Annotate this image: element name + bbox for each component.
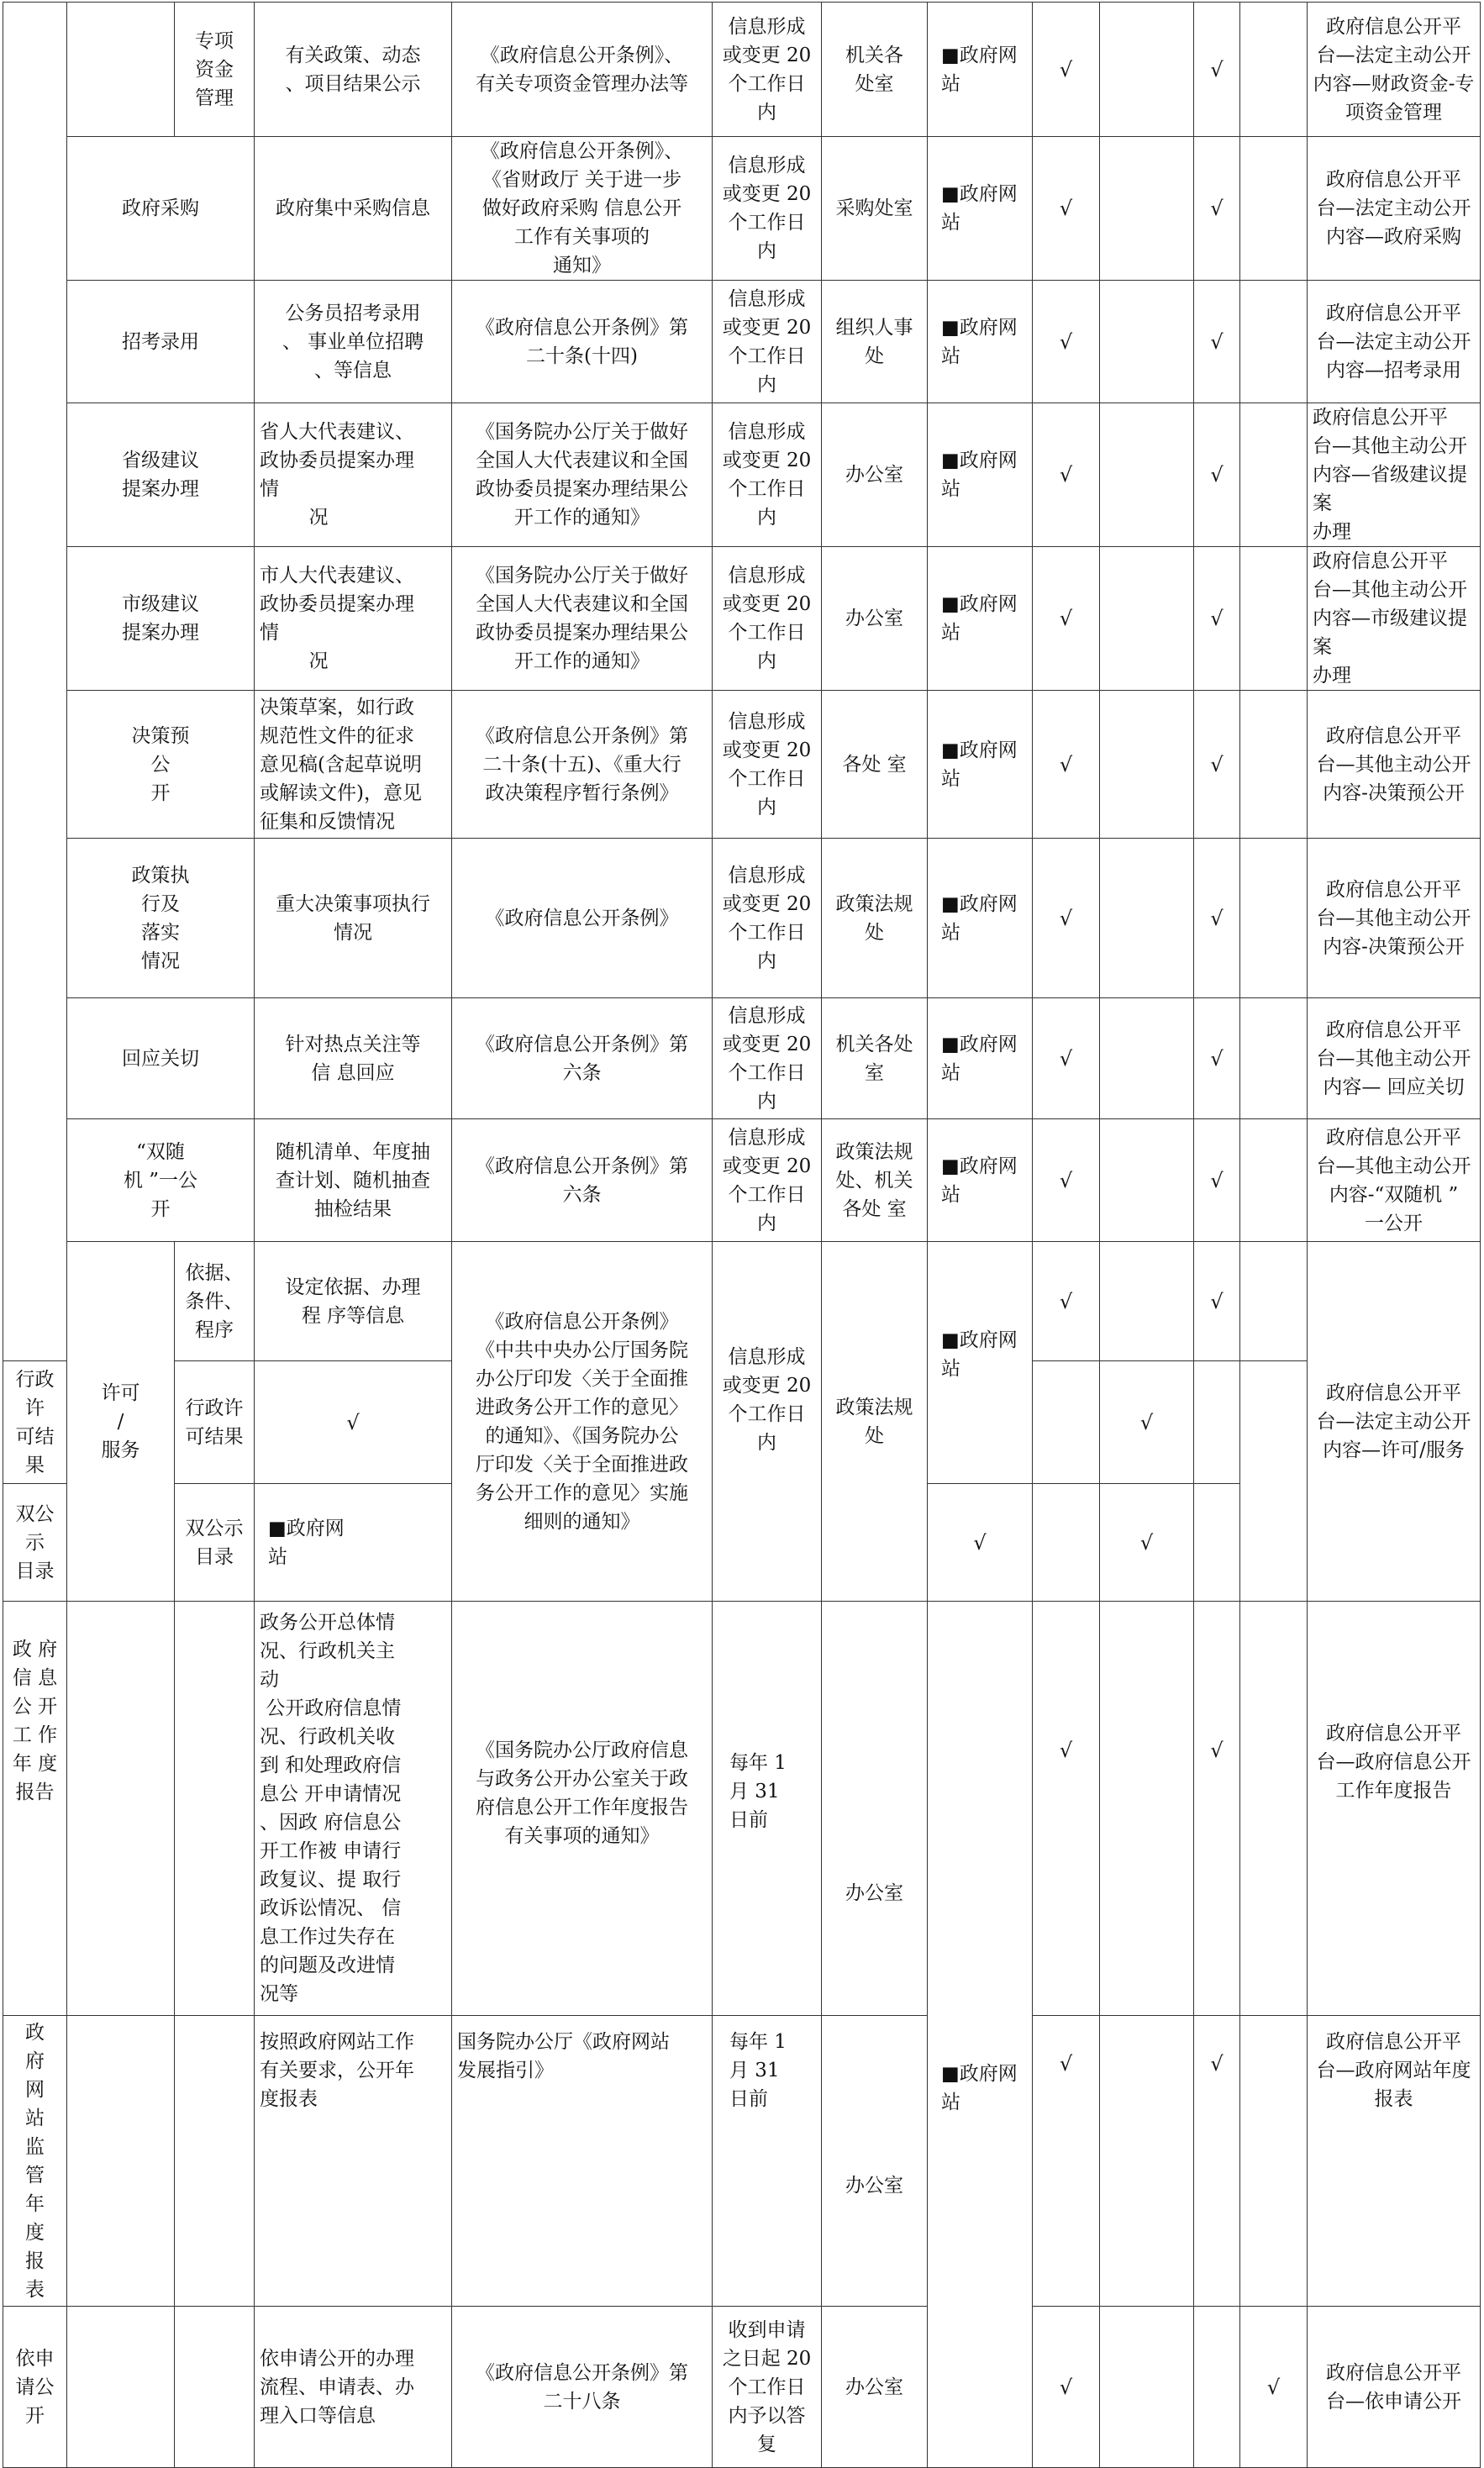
time-limit-cell: 信息形成 或变更 20 个工作日 内	[713, 547, 822, 691]
department-cell: 采购处室	[822, 137, 928, 281]
empty-cell	[1033, 1484, 1100, 1602]
channel-cell: ■政府网 站	[928, 1602, 1033, 2468]
empty-cell	[1240, 281, 1308, 403]
content-cell: 公务员招考录用 、 事业单位招聘 、等信息	[255, 281, 452, 403]
department-cell: 机关各处 室	[822, 998, 928, 1119]
time-limit-cell: 信息形成 或变更 20 个工作日 内	[713, 998, 822, 1119]
platform-cell: 政府信息公开平 台—法定主动公开 内容—许可/服务	[1308, 1242, 1481, 1602]
time-limit-cell: 信息形成 或变更 20 个工作日 内	[713, 691, 822, 839]
check-mark: √	[1194, 1242, 1240, 1361]
empty-cell	[1240, 403, 1308, 547]
platform-cell: 政府信息公开平 台—政府网站年度 报表	[1308, 2016, 1481, 2307]
category-cell: 依申 请公 开	[3, 2307, 67, 2468]
time-limit-cell: 信息形成 或变更 20 个工作日 内	[713, 403, 822, 547]
time-limit-cell: 每年 1 月 31 日前	[713, 2016, 822, 2307]
table-row	[3, 547, 1481, 691]
table-row	[3, 1242, 1481, 1361]
subcategory-cell: 双公示 目录	[3, 1484, 67, 1602]
content-cell: 针对热点关注等 信 息回应	[255, 998, 452, 1119]
content-cell: 设定依据、办理 程 序等信息	[255, 1242, 452, 1361]
category-cell: 许可 / 服务	[67, 1242, 175, 1602]
empty-cell	[175, 1602, 255, 2016]
department-cell: 组织人事 处	[822, 281, 928, 403]
check-mark: √	[1033, 1602, 1100, 2016]
empty-cell	[1100, 2016, 1194, 2307]
check-mark: √	[255, 1361, 452, 1484]
platform-cell: 政府信息公开平 台—法定主动公开 内容—财政资金-专 项资金管理	[1308, 3, 1481, 137]
category-cell: 省级建议 提案办理	[67, 403, 255, 547]
empty-cell	[1100, 403, 1194, 547]
channel-cell: ■政府网 站	[928, 3, 1033, 137]
platform-cell: 政府信息公开平 台—其他主动公开 内容—省级建议提案 办理	[1308, 403, 1481, 547]
basis-cell: 《政府信息公开条例》第 二十八条	[452, 2307, 713, 2468]
basis-cell: 《政府信息公开条例》、 有关专项资金管理办法等	[452, 3, 713, 137]
table-row	[3, 1119, 1481, 1242]
time-limit-cell: 信息形成 或变更 20 个工作日 内	[713, 137, 822, 281]
check-mark: √	[1194, 547, 1240, 691]
platform-cell: 政府信息公开平 台—其他主动公开 内容—市级建议提案 办理	[1308, 547, 1481, 691]
department-cell: 政策法规 处	[822, 839, 928, 998]
disclosure-table	[3, 2, 1481, 2468]
empty-cell	[175, 2307, 255, 2468]
empty-cell	[1240, 3, 1308, 137]
content-cell: 重大决策事项执行 情况	[255, 839, 452, 998]
empty-cell	[1100, 2307, 1194, 2468]
check-mark: √	[1033, 691, 1100, 839]
check-mark: √	[1033, 1119, 1100, 1242]
channel-cell: ■政府网 站	[928, 403, 1033, 547]
subcategory-cell: 行政许 可结果	[3, 1361, 67, 1484]
platform-cell: 政府信息公开平 台—其他主动公开 内容— 回应关切	[1308, 998, 1481, 1119]
table-row	[3, 2016, 1481, 2307]
check-mark: √	[1194, 691, 1240, 839]
subcategory-cell: 专项 资金 管理	[175, 3, 255, 137]
check-mark: √	[1033, 2016, 1100, 2307]
basis-cell: 《国务院办公厅政府信息 与政务公开办公室关于政 府信息公开工作年度报告 有关事项的通知》	[452, 1602, 713, 2016]
empty-cell	[1240, 839, 1308, 998]
empty-cell	[175, 2016, 255, 2307]
table-row	[3, 403, 1481, 547]
category-cell: 政 府 网 站 监 管 年 度 报 表	[3, 2016, 67, 2307]
content-cell: 按照政府网站工作 有关要求，公开年 度报表	[255, 2016, 452, 2307]
check-mark: √	[1194, 839, 1240, 998]
empty-cell	[1100, 137, 1194, 281]
content-cell: 行政许可结果	[175, 1361, 255, 1484]
department-cell: 办公室	[822, 547, 928, 691]
content-cell: 决策草案，如行政 规范性文件的征求 意见稿(含起草说明 或解读文件)，意见 征集和反馈情况	[255, 691, 452, 839]
empty-cell	[1100, 839, 1194, 998]
subcategory-cell: 依据、 条件、 程序	[175, 1242, 255, 1361]
check-mark: √	[928, 1484, 1033, 1602]
check-mark: √	[1194, 2016, 1240, 2307]
platform-cell: 政府信息公开平 台—政府信息公开 工作年度报告	[1308, 1602, 1481, 2016]
table-row	[3, 137, 1481, 281]
time-limit-cell: 信息形成 或变更 20 个工作日 内	[713, 3, 822, 137]
check-mark: √	[1194, 403, 1240, 547]
basis-cell: 《国务院办公厅关于做好 全国人大代表建议和全国 政协委员提案办理结果公 开工作的通知》	[452, 403, 713, 547]
empty-cell	[1100, 547, 1194, 691]
empty-cell	[1100, 1119, 1194, 1242]
category-cell: 回应关切	[67, 998, 255, 1119]
check-mark: √	[1100, 1361, 1194, 1484]
check-mark: √	[1033, 1242, 1100, 1361]
department-cell: 办公室	[822, 1602, 928, 2016]
empty-cell	[1240, 137, 1308, 281]
channel-cell: ■政府网 站	[928, 281, 1033, 403]
channel-cell: ■政府网 站	[255, 1484, 452, 1602]
channel-cell: ■政府网 站	[928, 1119, 1033, 1242]
empty-cell	[1240, 1242, 1308, 1361]
empty-cell	[1100, 691, 1194, 839]
channel-cell: ■政府网 站	[928, 998, 1033, 1119]
table-row	[3, 1602, 1481, 2016]
merged-category-cell	[3, 3, 67, 1361]
content-cell: 市人大代表建议、 政协委员提案办理 情 况	[255, 547, 452, 691]
category-cell: 招考录用	[67, 281, 255, 403]
check-mark: √	[1033, 403, 1100, 547]
category-cell	[67, 3, 175, 137]
check-mark: √	[1033, 137, 1100, 281]
basis-cell: 国务院办公厅《政府网站 发展指引》	[452, 2016, 713, 2307]
empty-cell	[1240, 998, 1308, 1119]
basis-cell: 《政府信息公开条例》、 《省财政厅 关于进一步 做好政府采购 信息公开 工作有关事项的 通知》	[452, 137, 713, 281]
empty-cell	[1100, 281, 1194, 403]
empty-cell	[1240, 691, 1308, 839]
empty-cell	[1194, 2307, 1240, 2468]
basis-cell: 《国务院办公厅关于做好 全国人大代表建议和全国 政协委员提案办理结果公 开工作的通知》	[452, 547, 713, 691]
platform-cell: 政府信息公开平 台—法定主动公开 内容—招考录用	[1308, 281, 1481, 403]
table-row	[3, 2307, 1481, 2468]
empty-cell	[1100, 3, 1194, 137]
department-cell: 办公室	[822, 403, 928, 547]
basis-cell: 《政府信息公开条例》第 六条	[452, 1119, 713, 1242]
category-cell: 政 府 信 息 公 开 工 作 年 度 报告	[3, 1602, 67, 2016]
department-cell: 办公室	[822, 2307, 928, 2468]
channel-cell: ■政府网 站	[928, 547, 1033, 691]
check-mark: √	[1194, 998, 1240, 1119]
content-cell: 政务公开总体情 况、行政机关主 动 公开政府信息情 况、行政机关收 到 和处理政府信 息公 开申请情况 、因政 府信息公 开工作被 申请行 政复议、提 取行 政诉讼情况、 信 息工作过失存在 的问题及改进情 况等	[255, 1602, 452, 2016]
platform-cell: 政府信息公开平 台—其他主动公开 内容-决策预公开	[1308, 691, 1481, 839]
channel-cell: ■政府网 站	[928, 691, 1033, 839]
category-cell: 决策预 公 开	[67, 691, 255, 839]
empty-cell	[1240, 1602, 1308, 2016]
platform-cell: 政府信息公开平 台—依申请公开	[1308, 2307, 1481, 2468]
content-cell: 有关政策、动态 、项目结果公示	[255, 3, 452, 137]
table-row	[3, 998, 1481, 1119]
channel-cell: ■政府网 站	[928, 137, 1033, 281]
platform-cell: 政府信息公开平 台—其他主动公开 内容-决策预公开	[1308, 839, 1481, 998]
time-limit-cell: 收到申请 之日起 20 个工作日 内予以答 复	[713, 2307, 822, 2468]
category-cell: 市级建议 提案办理	[67, 547, 255, 691]
basis-cell: 《政府信息公开条例》第 六条	[452, 998, 713, 1119]
empty-cell	[1100, 1242, 1194, 1361]
category-cell: 政府采购	[67, 137, 255, 281]
empty-cell	[1194, 1361, 1240, 1484]
check-mark: √	[1033, 998, 1100, 1119]
department-cell: 机关各 处室	[822, 3, 928, 137]
content-cell: 政府集中采购信息	[255, 137, 452, 281]
check-mark: √	[1100, 1484, 1194, 1602]
category-cell: “双随 机 ”一公 开	[67, 1119, 255, 1242]
content-cell: 双公示目录	[175, 1484, 255, 1602]
platform-cell: 政府信息公开平 台—其他主动公开 内容-“双随机 ” 一公开	[1308, 1119, 1481, 1242]
basis-cell: 《政府信息公开条例》	[452, 839, 713, 998]
department-cell: 政策法规 处	[822, 1242, 928, 1602]
check-mark: √	[1194, 137, 1240, 281]
content-cell: 依申请公开的办理 流程、申请表、办 理入口等信息	[255, 2307, 452, 2468]
check-mark: √	[1194, 281, 1240, 403]
table-row	[3, 839, 1481, 998]
time-limit-cell: 每年 1 月 31 日前	[713, 1602, 822, 2016]
empty-cell	[67, 2307, 175, 2468]
time-limit-cell: 信息形成 或变更 20 个工作日 内	[713, 1242, 822, 1602]
check-mark: √	[1240, 2307, 1308, 2468]
check-mark: √	[1033, 3, 1100, 137]
empty-cell	[1194, 1484, 1240, 1602]
empty-cell	[1240, 1119, 1308, 1242]
content-cell: 随机清单、年度抽 查计划、随机抽查 抽检结果	[255, 1119, 452, 1242]
category-cell: 政策执 行及 落实 情况	[67, 839, 255, 998]
empty-cell	[1100, 998, 1194, 1119]
empty-cell	[1240, 2016, 1308, 2307]
check-mark: √	[1033, 281, 1100, 403]
table-row	[3, 281, 1481, 403]
department-cell: 各处 室	[822, 691, 928, 839]
check-mark: √	[1194, 3, 1240, 137]
empty-cell	[1033, 1361, 1100, 1484]
empty-cell	[1240, 547, 1308, 691]
department-cell: 办公室	[822, 2016, 928, 2307]
basis-cell: 《政府信息公开条例》第 二十条(十五)、《重大行 政决策程序暂行条例》	[452, 691, 713, 839]
basis-cell: 《政府信息公开条例》第 二十条(十四)	[452, 281, 713, 403]
table-row	[3, 3, 1481, 137]
content-cell: 省人大代表建议、 政协委员提案办理 情 况	[255, 403, 452, 547]
check-mark: √	[1033, 839, 1100, 998]
check-mark: √	[1194, 1602, 1240, 2016]
time-limit-cell: 信息形成 或变更 20 个工作日 内	[713, 1119, 822, 1242]
check-mark: √	[1194, 1119, 1240, 1242]
basis-cell: 《政府信息公开条例》 《中共中央办公厅国务院 办公厅印发〈关于全面推 进政务公开工作的意见〉 的通知》、《国务院办公 厅印发〈关于全面推进政 务公开工作的意见〉实施 细则的通知》	[452, 1242, 713, 1602]
empty-cell	[1100, 1602, 1194, 2016]
check-mark: √	[1033, 547, 1100, 691]
channel-cell: ■政府网 站	[928, 1242, 1033, 1484]
check-mark: √	[1033, 2307, 1100, 2468]
department-cell: 政策法规 处、机关 各处 室	[822, 1119, 928, 1242]
table-row	[3, 691, 1481, 839]
platform-cell: 政府信息公开平 台—法定主动公开 内容—政府采购	[1308, 137, 1481, 281]
empty-cell	[67, 1602, 175, 2016]
empty-cell	[67, 2016, 175, 2307]
time-limit-cell: 信息形成 或变更 20 个工作日 内	[713, 839, 822, 998]
time-limit-cell: 信息形成 或变更 20 个工作日 内	[713, 281, 822, 403]
channel-cell: ■政府网 站	[928, 839, 1033, 998]
